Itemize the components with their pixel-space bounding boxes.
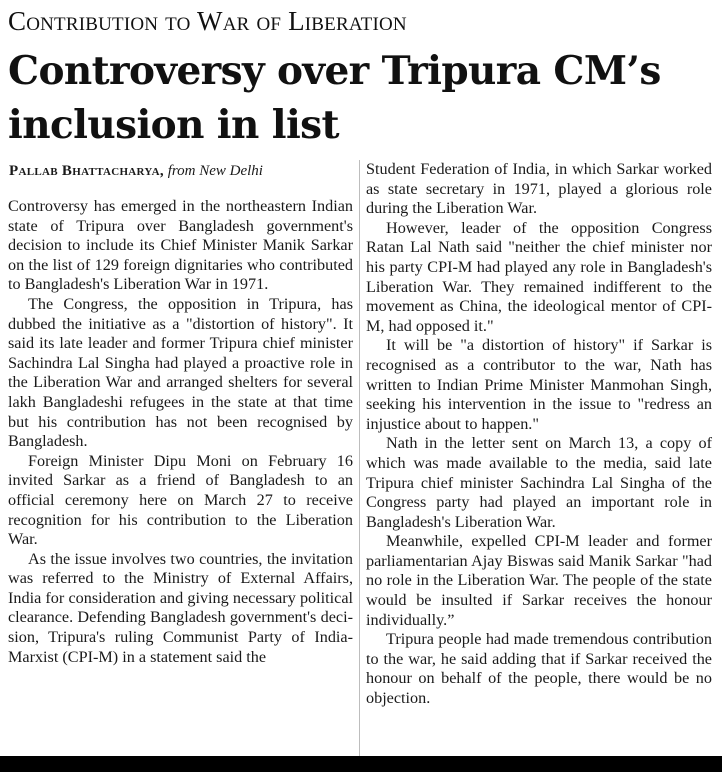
paragraph: The Congress, the opposition in Tripura, has dubbed the initiative as a "distortion of history". It said its late leader and former Tripura chief minister Sachindra Lal Singha had played a proactive role in the Liberation War and arranged shelters for several lakh Bangladeshi refugees in the state at that time but his contribution has not been recognised by Bangladesh. <box>8 294 353 451</box>
paragraph: Meanwhile, expelled CPI-M leader and former parliamentarian Ajay Biswas said Manik Sarkar "had no role in the Liberation War. The people of the state would be insulted if Sarkar receives the honour individually.” <box>366 532 712 629</box>
section-kicker: Contribution to War of Liberation <box>8 6 407 36</box>
paragraph: Controversy has emerged in the northeastern Indian state of Tripura over Bangladesh government's decision to include its Chief Minister Manik Sarkar on the list of 129 foreign dignitaries who contributed to Bangladesh's Liberation War in 1971. <box>8 197 353 294</box>
byline-location: from New Delhi <box>167 163 263 179</box>
paragraph: Foreign Minister Dipu Moni on February 16 invited Sarkar as a friend of Bangladesh to an official ceremony here on March 27 to receive recognition for his contribution to the Liberation War. <box>8 451 353 549</box>
column-divider <box>359 160 360 756</box>
paragraph: Nath in the letter sent on March 13, a copy of which was made available to the media, said late Tripura chief minister Sachindra Lal Singha of the Congress party had played an important role in Bangladesh's Liberation War. <box>366 434 712 531</box>
paragraph: However, leader of the opposition Congress Ratan Lal Nath said "neither the chief minister nor his party CPI-M had played any role in Bangladesh's Liberation War. They remained indifferent to the movement as China, the ideological mentor of CPI-M, had opposed it." <box>366 218 712 335</box>
paragraph: It will be "a distortion of history" if Sarkar is recognised as a contributor to the war, Nath has written to Indian Prime Minister Manmohan Singh, seeking his intervention in the issue to "redress an injustice about to happen." <box>366 336 712 433</box>
paragraph: As the issue involves two countries, the invitation was referred to the Ministry of External Affairs, India for consideration and giving necessary political clearance. Defending Bangladesh government's decision, Tripura's ruling Communist Party of India-Marxist (CPI-M) in a statement said the <box>8 549 353 666</box>
paragraph: Student Federation of India, in which Sarkar worked as state secretary in 1971, played a glorious role during the Liberation War. <box>366 160 712 218</box>
byline-author: Pallab Bhattacharya, <box>9 163 164 179</box>
bottom-edge-bar <box>0 756 722 772</box>
headline: Controversy over Tripura CM’s inclusion in list <box>8 48 661 148</box>
article-column-left <box>8 197 353 667</box>
paragraph: Tripura people had made tremendous contribution to the war, he said adding that if Sarkar received the honour on behalf of the people, there would be no objection. <box>366 630 712 708</box>
article-column-right <box>366 160 712 709</box>
byline <box>9 163 263 180</box>
